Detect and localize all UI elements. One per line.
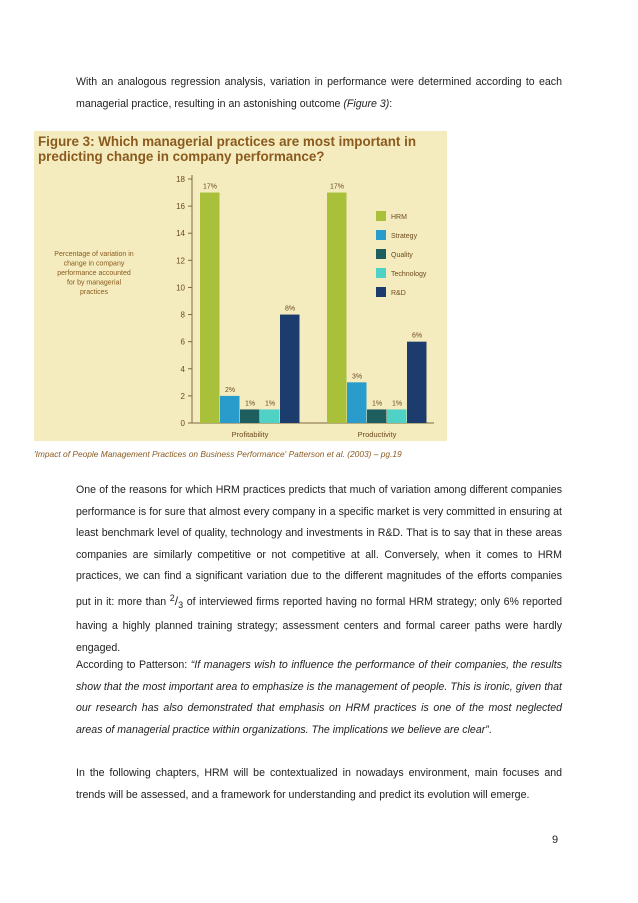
bar-value-label: 3%: [351, 373, 363, 381]
paragraph-3: In the following chapters, HRM will be contextualized in nowadays environment, main focuses and trends will be assessed, and a framework for understanding and predict its evolution will emerge.: [76, 767, 562, 801]
legend-label: Technology: [391, 271, 427, 278]
bar-hrm-profitability: [200, 193, 220, 423]
y-axis-label-line: practices: [79, 289, 109, 296]
legend-swatch: [376, 211, 386, 221]
paragraph-2: [76, 655, 562, 741]
bar-value-label: 1%: [264, 400, 276, 408]
legend-label: Quality: [391, 252, 413, 259]
fraction-numerator: 2: [169, 592, 175, 603]
bar-value-label: 1%: [244, 400, 256, 408]
y-tick-label: 16: [176, 202, 185, 212]
bar-value-label: 17%: [329, 183, 345, 191]
legend-swatch: [376, 268, 386, 278]
bar-strategy-profitability: [220, 396, 240, 423]
fraction-slash: /: [174, 593, 179, 608]
bar-rd-productivity: [407, 342, 427, 423]
bar-hrm-productivity: [327, 193, 347, 423]
y-tick-label: 10: [176, 283, 185, 293]
fraction-denominator: 3: [178, 599, 184, 610]
figure-caption: 'Impact of People Management Practices on Business Performance' Patterson et al. (2003) – pg.19: [34, 449, 402, 459]
fraction-two-thirds: [169, 592, 184, 610]
y-tick-label: 0: [180, 419, 185, 428]
y-tick-label: 6: [180, 337, 185, 347]
figure-reference: (Figure 3): [343, 97, 390, 110]
bar-value-label: 1%: [391, 400, 403, 408]
figure-title: Figure 3: Which managerial practices are most important in predicting change in company performance?: [38, 134, 417, 164]
bar-quality-productivity: [367, 409, 387, 423]
y-axis-label-line: change in company: [63, 260, 125, 268]
bar-value-label: 6%: [411, 332, 423, 340]
patterson-quote: “If managers wish to influence the performance of their companies, the results show that the most important area to emphasize is the management of people. This is ironic, given that our research has also demonstrated that emphasis on HRM practices is one of the most neglected areas of managerial practice within organizations. The implications we believe are clear”: [76, 659, 563, 736]
bar-value-label: 2%: [224, 386, 236, 394]
bar-chart: [34, 131, 447, 441]
y-tick-label: 18: [176, 175, 185, 184]
y-tick-label: 14: [176, 229, 185, 239]
y-axis-label-line: performance accounted: [57, 270, 131, 277]
legend-swatch: [376, 230, 386, 240]
bar-value-label: 17%: [202, 183, 218, 191]
paragraph-1-text-a: One of the reasons for which HRM practices predicts that much of variation among different companies performance is for sure that almost every company in a specific market is very committed in ensuring at least benchmark level of quality, technology and investments in R&D. That is to say that in these areas companies are similarly competitive or not competitive at all. Conversely, when it comes to HRM practices, we can find a significant variation due to the different magnitudes of the efforts companies put in it: more than: [76, 484, 562, 608]
category-label: Productivity: [357, 430, 397, 439]
y-tick-label: 8: [180, 310, 185, 320]
y-axis-label-line: Percentage of variation in: [54, 251, 134, 258]
paragraph-2-lead: According to Patterson:: [76, 659, 188, 671]
legend-label: HRM: [391, 214, 407, 221]
legend-swatch: [376, 249, 386, 259]
intro-text: With an analogous regression analysis, variation in performance were determined according to each managerial practice, resulting in an astonishing outcome: [76, 76, 562, 110]
y-tick-label: 12: [176, 256, 185, 266]
page-number: 9: [552, 834, 559, 846]
intro-paragraph: [76, 72, 562, 115]
legend-label: Strategy: [391, 233, 418, 240]
bar-technology-productivity: [387, 409, 407, 423]
y-axis-label-line: for by managerial: [66, 279, 122, 287]
intro-tail: :: [389, 97, 393, 110]
bar-quality-profitability: [240, 409, 260, 423]
bar-rd-profitability: [280, 315, 300, 423]
figure-3: [34, 131, 447, 441]
category-label: Profitability: [231, 430, 269, 439]
y-tick-label: 4: [180, 364, 185, 374]
bar-strategy-productivity: [347, 382, 367, 423]
legend-label: R&D: [391, 290, 406, 297]
paragraph-2-tail: .: [488, 723, 492, 736]
bar-value-label: 1%: [371, 400, 383, 408]
legend-swatch: [376, 287, 386, 297]
bar-technology-profitability: [260, 409, 280, 423]
paragraph-1-text-b: of interviewed firms reported having no formal HRM strategy; only 6% reported having a highly planned training strategy; assessment centers and formal career paths were hardly engaged.: [76, 595, 562, 654]
bar-value-label: 8%: [284, 305, 296, 313]
paragraph-1: [76, 480, 562, 659]
y-tick-label: 2: [180, 391, 185, 401]
